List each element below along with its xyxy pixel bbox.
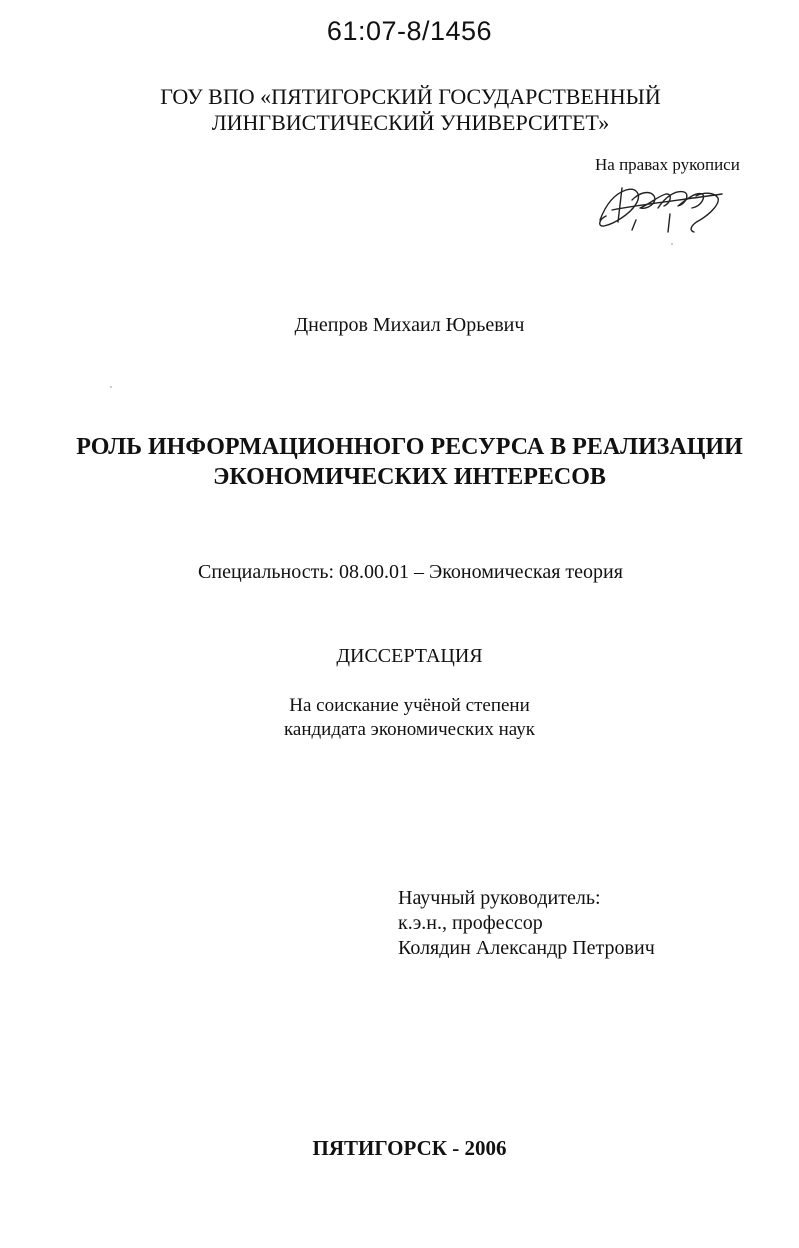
degree-line-1: На соискание учёной степени <box>289 695 530 716</box>
scan-speck <box>671 243 673 245</box>
supervisor-rank: к.э.н., профессор <box>398 912 543 934</box>
archive-code: 61:07-8/1456 <box>326 16 493 46</box>
supervisor-label: Научный руководитель: <box>398 887 601 909</box>
title-line-1: РОЛЬ ИНФОРМАЦИОННОГО РЕСУРСА В РЕАЛИЗАЦИИ <box>76 434 743 460</box>
scan-speck <box>110 386 112 388</box>
supervisor-name: Колядин Александр Петрович <box>398 937 655 959</box>
manuscript-rights-note: На правах рукописи <box>595 155 740 174</box>
institution-name <box>0 84 799 136</box>
place-and-year: ПЯТИГОРСК - 2006 <box>312 1136 507 1160</box>
dissertation-title <box>0 432 799 492</box>
institution-line-2: ЛИНГВИСТИЧЕСКИЙ УНИВЕРСИТЕТ» <box>211 110 610 135</box>
supervisor-block <box>398 886 655 961</box>
specialty: Специальность: 08.00.01 – Экономическая теория <box>198 561 623 583</box>
degree-sought <box>0 694 799 742</box>
author-name: Днепров Михаил Юрьевич <box>294 314 525 336</box>
degree-line-2: кандидата экономических наук <box>283 719 536 740</box>
institution-line-1: ГОУ ВПО «ПЯТИГОРСКИЙ ГОСУДАРСТВЕННЫЙ <box>160 84 661 109</box>
title-line-2: ЭКОНОМИЧЕСКИХ ИНТЕРЕСОВ <box>213 464 606 490</box>
signature-icon <box>592 174 732 244</box>
document-type: ДИССЕРТАЦИЯ <box>336 645 483 667</box>
